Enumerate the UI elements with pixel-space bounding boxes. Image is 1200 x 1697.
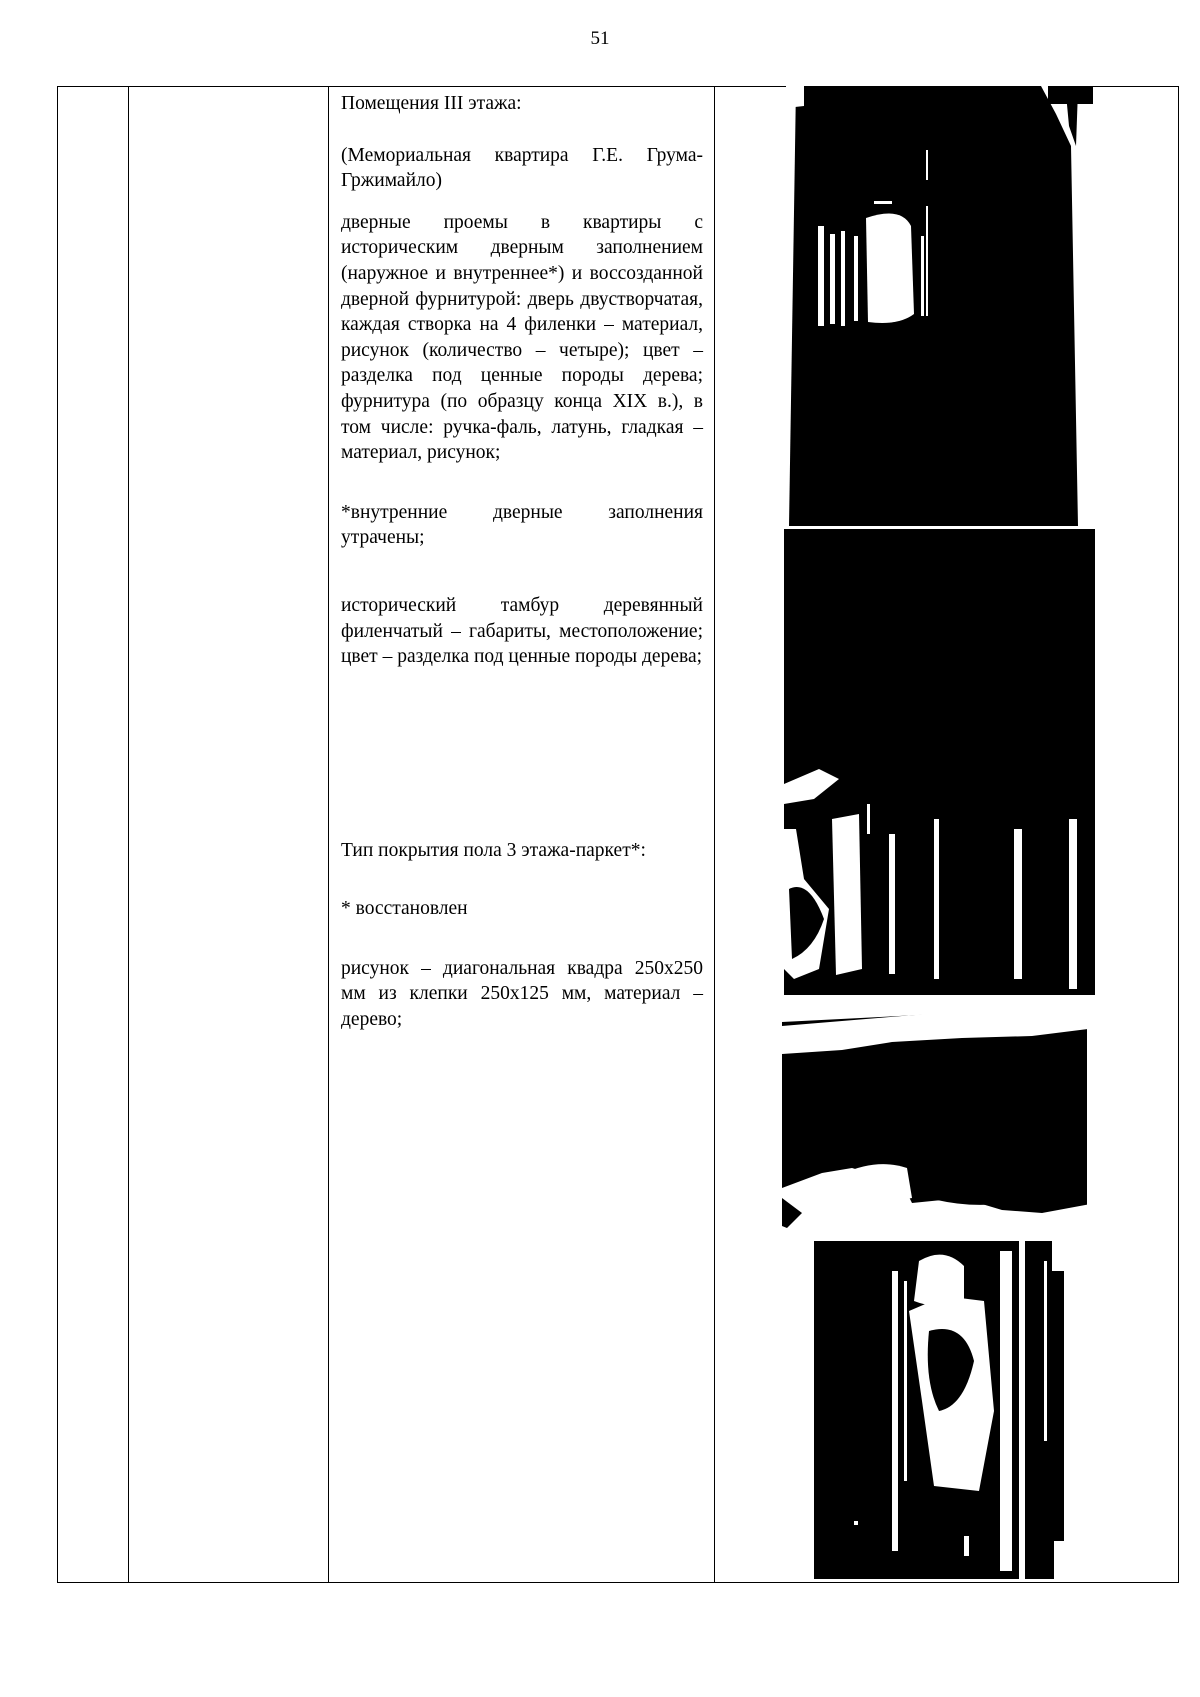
floor-type: Тип покрытия пола 3 этажа-паркет*: <box>341 839 646 861</box>
floor-pattern: рисунок – диагональная квадра 250х250 мм из клепки 250х125 мм, материал – дерево; <box>341 957 703 1031</box>
column-divider <box>328 87 329 1582</box>
photo-column <box>784 87 1178 1582</box>
hallway-photo <box>814 1241 1064 1579</box>
description-cell <box>341 87 703 1033</box>
floor-note: * восстановлен <box>341 898 468 920</box>
section-heading: Помещения III этажа: <box>341 93 522 114</box>
tambour-photo <box>784 529 1095 995</box>
doors-note: *внутренние дверные заполнения утрачены; <box>341 501 703 549</box>
column-divider <box>714 87 715 1582</box>
door-photo <box>786 86 1093 526</box>
description-table <box>57 86 1179 1583</box>
tambour-description: исторический тамбур деревянный филенчатый – габариты, местоположение; цвет – разделка под ценные породы дерева; <box>341 594 703 668</box>
section-subheading: (Мемориальная квартира Г.Е. Грума-Гржимайло) <box>341 144 703 192</box>
column-divider <box>128 87 129 1582</box>
floor-photo <box>782 998 1096 1238</box>
page-number: 51 <box>590 28 610 49</box>
doors-description: дверные проемы в квартиры с историческим дверным заполнением (наружное и внутреннее*) и воссозданной дверной фурнитурой: дверь двустворчатая, каждая створка на 4 филенки – материал, рисунок (количество – четыре); цвет – разделка под ценные породы дерева; фурнитура (по образцу конца XIX в.), в том числе: ручка-фаль, латунь, гладкая – материал, рисунок; <box>341 211 703 464</box>
